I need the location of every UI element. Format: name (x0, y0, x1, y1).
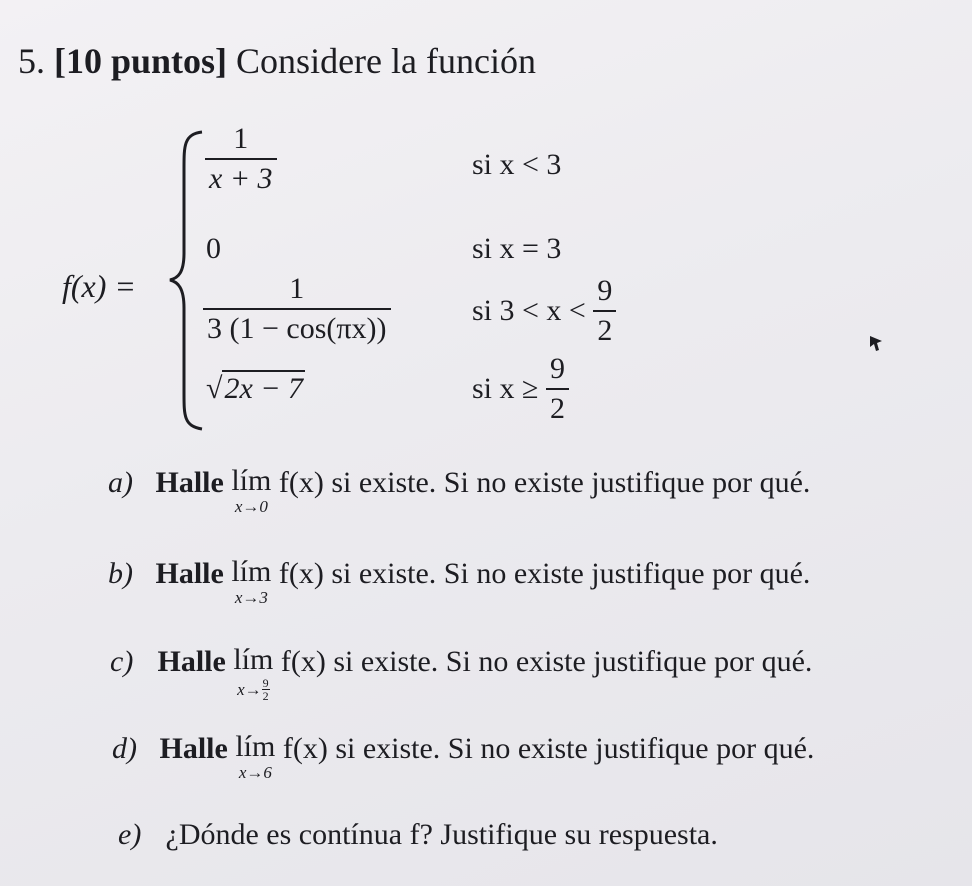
case4-condition-num: 9 (549, 352, 565, 385)
question-a-lim-sub: x→0 (234, 497, 268, 516)
question-a-label: a) (108, 466, 133, 499)
problem-points: [10 puntos] (54, 41, 228, 81)
case4-condition-fraction (546, 352, 569, 426)
question-c-limit (233, 645, 273, 702)
case3-condition-den: 2 (593, 310, 616, 348)
question-b-tail: f(x) si existe. Si no existe justifique por qué. (278, 557, 811, 590)
question-b-lim-word: lím (231, 555, 272, 588)
question-e-label: e) (118, 818, 142, 851)
case3-condition (472, 274, 616, 348)
case3-condition-num: 9 (597, 274, 613, 307)
case3-denominator: 3 (1 − cos(πx)) (203, 308, 391, 346)
question-a-lim-word: lím (231, 464, 272, 497)
case1-expression (205, 122, 277, 196)
case3-condition-fraction (593, 274, 616, 348)
case4-expression (206, 372, 305, 406)
question-c (110, 645, 812, 702)
cursor-icon (868, 334, 884, 352)
question-c-label: c) (110, 645, 134, 678)
question-d-label: d) (112, 732, 137, 765)
sqrt-symbol: √ (206, 372, 223, 405)
case3-condition-text: si 3 < x < (472, 294, 586, 327)
function-lhs: f(x) = (62, 268, 136, 304)
case1-condition: si x < 3 (472, 148, 562, 181)
question-d-lim-sub: x→6 (238, 763, 272, 782)
case1-denominator: x + 3 (205, 158, 277, 196)
question-a-tail: f(x) si existe. Si no existe justifique por qué. (278, 466, 811, 499)
question-c-lim-arrow: x→ (237, 680, 262, 699)
problem-number: 5. (18, 41, 45, 81)
question-c-verb: Halle (157, 645, 226, 678)
case2-condition: si x = 3 (472, 232, 562, 265)
problem-header (18, 40, 536, 82)
problem-intro: Considere la función (236, 41, 536, 81)
question-d-lim-word: lím (235, 730, 276, 763)
case4-radicand: 2x − 7 (224, 372, 304, 405)
question-c-lim-fraction (262, 677, 270, 702)
question-c-lim-num: 9 (262, 676, 269, 690)
question-a-verb: Halle (155, 466, 224, 499)
case2-expression: 0 (206, 232, 221, 265)
case3-numerator: 1 (289, 272, 305, 305)
question-b-limit (231, 557, 271, 606)
question-b-lim-sub: x→3 (234, 588, 268, 607)
question-e (118, 818, 718, 852)
question-b (108, 557, 810, 606)
question-c-lim-word: lím (233, 643, 274, 676)
question-d-verb: Halle (159, 732, 228, 765)
case1-numerator: 1 (233, 122, 249, 155)
question-d-limit (235, 732, 275, 781)
piecewise-brace (166, 128, 208, 433)
question-b-label: b) (108, 557, 133, 590)
question-b-verb: Halle (155, 557, 224, 590)
question-e-text: ¿Dónde es contínua f? Justifique su respuesta. (165, 818, 718, 851)
case3-expression (203, 272, 391, 346)
question-a (108, 466, 810, 515)
case4-condition-den: 2 (546, 388, 569, 426)
question-c-lim-sub (237, 677, 270, 702)
question-c-tail: f(x) si existe. Si no existe justifique por qué. (280, 645, 813, 678)
question-a-limit (231, 466, 271, 515)
question-c-lim-den: 2 (262, 689, 269, 703)
case4-condition (472, 352, 569, 426)
case4-condition-text: si x ≥ (472, 372, 539, 405)
question-d-tail: f(x) si existe. Si no existe justifique por qué. (282, 732, 815, 765)
question-d (112, 732, 814, 781)
